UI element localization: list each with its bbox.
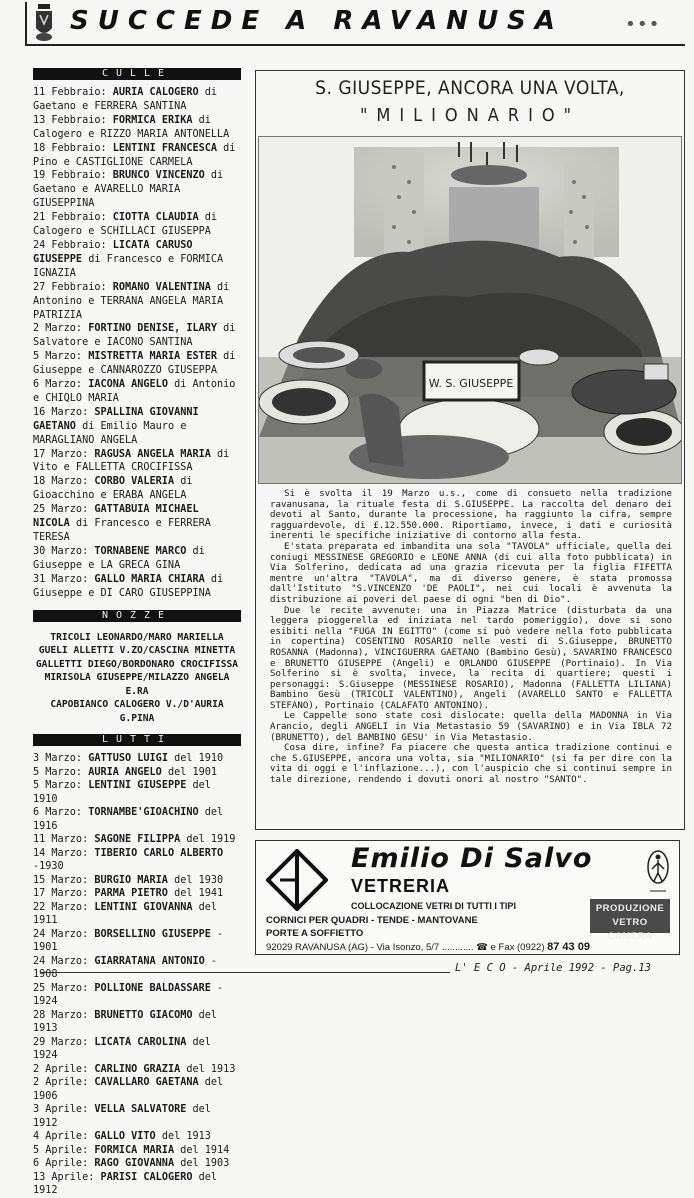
entry-name: CARLINO GRAZIA: [94, 1063, 181, 1075]
list-item: [33, 86, 241, 114]
masthead-dots: •••: [625, 14, 661, 35]
list-item: [33, 1157, 241, 1171]
list-item: [33, 448, 241, 476]
entry-detail: del 1912: [33, 1171, 218, 1197]
ad-line-3: PORTE A SOFFIETTO: [266, 928, 364, 939]
entry-detail: del 1919: [180, 834, 236, 846]
nozze-item: GALLETTI DIEGO/BORDONARO CROCIFISSA: [35, 658, 239, 670]
list-item: [33, 573, 241, 601]
entry-name: CORBO VALERIA: [94, 476, 175, 488]
list-item: [33, 833, 241, 847]
nozze-item: CAPOBIANCO CALOGERO V./D'AURIA G.PINA: [50, 699, 224, 724]
list-item: [33, 847, 241, 874]
ad-badge: [590, 899, 670, 942]
list-item: [33, 874, 241, 888]
entry-name: FORMICA MARIA: [94, 1144, 175, 1156]
entry-name: IACONA ANGELO: [88, 379, 168, 391]
entry-name: SAGONE FILIPPA: [94, 834, 181, 846]
list-item: [33, 752, 241, 766]
entry-date: 5 Aprile:: [33, 1144, 89, 1156]
entry-detail: di Calogero e RIZZO MARIA ANTONELLA: [33, 114, 230, 140]
page-footer: L' E C O - Aprile 1992 - Pag.13: [455, 962, 651, 974]
entry-detail: del 1913: [180, 1063, 236, 1075]
entry-date: 28 Marzo:: [33, 1009, 89, 1021]
headline-line-2: "MILIONARIO": [359, 105, 581, 126]
entry-date: 16 Marzo:: [33, 406, 89, 418]
entry-date: 29 Marzo:: [33, 1036, 89, 1048]
entry-date: 31 Marzo:: [33, 573, 89, 585]
list-item: [33, 142, 241, 170]
entry-date: 24 Marzo:: [33, 955, 89, 967]
ad-line-2: CORNICI PER QUADRI - TENDE - MANTOVANE: [266, 915, 478, 926]
entry-date: 2 Aprile:: [33, 1077, 89, 1089]
list-item: [33, 1009, 241, 1036]
entry-detail: di Calogero e SCHILLACI GIUSEPPA: [33, 212, 218, 238]
list-item: [33, 1171, 241, 1198]
entry-date: 24 Febbraio:: [33, 239, 107, 251]
ad-address: [266, 941, 590, 953]
entry-detail: di Gaetano e FERRERA SANTINA: [33, 87, 218, 112]
article-paragraph: Cosa dire, infine? Fa piacere che questa antica tradizione continui e che S.GIUSEPPE, ancora una volta, sia "MILIONARIO" (si fa per dire con la vita di oggi e l'inflazione...), con l'auspicio che si continui sempre in tale direzione, rendendo i dovuti onori al nostro "SANTO".: [270, 743, 672, 786]
entry-detail: di Salvatore e IACONO SANTINA: [33, 323, 236, 349]
culle-heading: CULLE: [33, 68, 241, 80]
entry-name: TORNAMBE'GIOACHINO: [88, 807, 199, 819]
entry-name: POLLIONE BALDASSARE: [94, 982, 211, 994]
entry-detail: del 1913: [155, 1131, 211, 1143]
entry-date: 13 Febbraio:: [33, 114, 107, 126]
article-paragraph: Due le recite avvenute: una in Piazza Matrice (disturbata da una leggera pioggerella ed iniziata nel tardo pomeriggio), dove si sono esibiti nella "FUGA IN EGITTO" (come si può vedere nella foto pubblicata in copertina) COSENTINO ROSARIO nelle vesti di S.Giuseppe, BRUNETTO ROSANNA (Madonna), VINCIGUERRA GAETANO (Bambino Gesù), SAVARINO FRANCESCO e BRUNETTO GIUSEPPE (Angeli) e ORLANDO GIUSEPPE (Portinaio). In Via Solferino si è svolta, invece, la recita di quartiere; questi i personaggi: S.Giuseppe (MESSINESE ROSARIO), Madonna (FALLETTA LILIANA) Bambino Gesù (TRICOLI VALENTINO), Angeli (AVARELLO SANTO e FALLETTA STEFANO), Portinaio (CALAFATO ANTONINO).: [270, 605, 672, 711]
entry-date: 5 Marzo:: [33, 351, 83, 363]
article-headline: [256, 75, 684, 129]
entry-date: 6 Marzo:: [33, 807, 83, 819]
masthead-title: SUCCEDE A RAVANUSA: [70, 6, 564, 36]
entry-date: 21 Febbraio:: [33, 212, 107, 224]
entry-date: 3 Aprile:: [33, 1104, 89, 1116]
entry-name: TIBERIO CARLO ALBERTO: [94, 847, 224, 859]
entry-detail: - 1901: [33, 928, 224, 954]
entry-detail: del 1916: [33, 807, 224, 832]
entry-date: 15 Marzo:: [33, 874, 89, 886]
list-item: [33, 239, 241, 281]
ad-address-text: 92029 RAVANUSA (AG) - Via Isonzo, 5/7 ............ ☎ e Fax (0922): [266, 942, 545, 953]
entry-name: BORSELLINO GIUSEPPE: [94, 928, 211, 940]
ad-badge-line-2: VETRO CAMERA: [607, 917, 653, 942]
entry-date: 17 Marzo:: [33, 888, 89, 900]
entry-name: MISTRETTA MARIA ESTER: [88, 351, 218, 363]
entry-detail: del 1910: [167, 753, 224, 765]
entry-name: TORNABENE MARCO: [94, 545, 187, 557]
entry-date: 24 Marzo:: [33, 928, 89, 940]
entry-date: 18 Febbraio:: [33, 142, 107, 154]
entry-date: 2 Marzo:: [33, 323, 83, 335]
entry-detail: di Pino e CASTIGLIONE CARMELA: [33, 142, 236, 168]
entry-date: 17 Marzo:: [33, 448, 89, 460]
culle-list: [33, 86, 241, 601]
entry-detail: di Antonio e CHIQLO MARIA: [33, 379, 236, 404]
nozze-heading: NOZZE: [33, 610, 241, 622]
article-paragraph: Le Cappelle sono state così dislocate: quella della MADONNA in Via Arancio, degli ANGELI in Via Metastasio 59 (SAVARINO) e in Via IBLA 72 (BRUNETTO), del BAMBINO GESU' in Via Metastasio.: [270, 711, 672, 743]
nozze-item: GUELI ALLETTI V.ZO/CASCINA MINETTA: [38, 645, 236, 657]
entry-date: 11 Febbraio:: [33, 87, 107, 98]
entry-detail: di Francesco e FORMICA IGNAZIA: [33, 253, 224, 279]
entry-name: CAVALLARO GAETANA: [94, 1077, 199, 1089]
list-item: [33, 350, 241, 378]
article-paragraph: E'stata preparata ed imbandita una sola "TAVOLA" ufficiale, quella dei coniugi MESSINESE GREGORIO e LEONE ANNA (di cui alla foto pubblicata) in Via Solferino, dedicata ad una grazia ricevuta per la figlia FIFETTA mentre un'altra "TAVOLA", ma di diverso genere, è stata promossa dall'Istituto "S.VINCENZO 'DE PAOLI", nei cui locali è avvenuta la distribuzione ai poveri del paese di ogni "ben di Dio".: [270, 541, 672, 605]
entry-name: PARISI CALOGERO: [100, 1171, 193, 1183]
list-item: [33, 406, 241, 448]
entry-detail: -1930: [33, 861, 64, 873]
entry-date: 27 Febbraio:: [33, 281, 107, 293]
entry-name: BURGIO MARIA: [94, 874, 168, 886]
entry-detail: del 1910: [33, 780, 211, 805]
entry-date: 4 Aprile:: [33, 1131, 89, 1143]
list-item: [33, 955, 241, 982]
entry-detail: del 1906: [33, 1077, 224, 1102]
entry-detail: - 1908: [33, 955, 218, 981]
entry-detail: di Francesco e FERRERA TERESA: [33, 518, 211, 543]
headline-line-1: S. GIUSEPPE, ANCORA UNA VOLTA,: [315, 77, 625, 99]
list-item: [33, 982, 241, 1009]
ad-business-type: VETRERIA: [351, 876, 451, 896]
entry-date: 11 Marzo:: [33, 834, 89, 846]
entry-date: 6 Marzo:: [33, 379, 83, 391]
entry-name: LENTINI GIUSEPPE: [88, 780, 187, 792]
advertisement: [255, 840, 680, 955]
entry-name: AURIA CALOGERO: [112, 87, 199, 98]
entry-name: PARMA PIETRO: [94, 888, 168, 900]
lutti-list: [33, 752, 241, 1198]
entry-detail: del 1911: [33, 901, 218, 927]
glazier-figure-icon: [646, 849, 670, 897]
list-item: [33, 901, 241, 928]
entry-name: ROMANO VALENTINA: [112, 281, 211, 293]
list-item: [33, 475, 241, 503]
article-body: [270, 489, 672, 786]
entry-detail: del 1941: [167, 888, 224, 900]
entry-name: GALLO VITO: [94, 1131, 156, 1143]
entry-detail: di Gioacchino e ERABA ANGELA: [33, 476, 193, 502]
list-item: [33, 169, 241, 211]
entry-name: FORMICA ERIKA: [112, 114, 193, 126]
list-item: [33, 1076, 241, 1103]
entry-date: 19 Febbraio:: [33, 170, 107, 182]
entry-name: BRUNCO VINCENZO: [112, 170, 205, 182]
entry-detail: di Emilio Mauro e MARAGLIANO ANGELA: [33, 420, 187, 446]
entry-name: VELLA SALVATORE: [94, 1104, 187, 1116]
list-item: [33, 887, 241, 901]
entry-name: BRUNETTO GIACOMO: [94, 1009, 193, 1021]
entry-name: GIARRATANA ANTONIO: [94, 955, 205, 967]
entry-name: LICATA CARUSO GIUSEPPE: [33, 239, 193, 265]
list-item: [33, 545, 241, 573]
left-column: [33, 68, 241, 1198]
entry-date: 22 Marzo:: [33, 901, 89, 913]
nozze-item: MIRISOLA GIUSEPPE/MILAZZO ANGELA E.RA: [44, 672, 230, 697]
entry-detail: - 1924: [33, 982, 224, 1008]
entry-detail: di Vito e FALLETTA CROCIFISSA: [33, 448, 230, 474]
ad-line-1: COLLOCAZIONE VETRI DI TUTTI I TIPI: [351, 901, 516, 912]
entry-name: AURIA ANGELO: [88, 766, 162, 778]
article-box: [255, 70, 685, 830]
entry-detail: di Gaetano e AVARELLO MARIA GIUSEPPINA: [33, 170, 224, 210]
list-item: [33, 928, 241, 955]
lutti-heading: LUTTI: [33, 734, 241, 746]
list-item: [33, 1036, 241, 1063]
town-crest-icon: [33, 4, 55, 42]
nozze-list: [33, 631, 241, 726]
entry-detail: del 1901: [161, 766, 218, 778]
list-item: [33, 1144, 241, 1158]
entry-date: 30 Marzo:: [33, 545, 89, 557]
entry-date: 5 Marzo:: [33, 780, 83, 792]
photo-sign-text: W. S. GIUSEPPE: [428, 377, 514, 390]
entry-name: LENTINI FRANCESCA: [112, 142, 218, 154]
entry-name: CIOTTA CLAUDIA: [112, 212, 199, 224]
entry-date: 25 Marzo:: [33, 982, 89, 994]
ad-badge-line-1: PRODUZIONE: [595, 903, 665, 914]
entry-date: 25 Marzo:: [33, 504, 89, 516]
list-item: [33, 378, 241, 406]
entry-name: RAGUSA ANGELA MARIA: [94, 448, 211, 460]
entry-detail: di Giuseppe e CANNAROZZO GIUSEPPA: [33, 351, 236, 377]
entry-detail: del 1930: [167, 874, 224, 886]
entry-detail: del 1924: [33, 1036, 211, 1062]
entry-date: 3 Marzo:: [33, 753, 83, 765]
entry-name: GATTUSO LUIGI: [88, 753, 168, 765]
ad-company-name: Emilio Di Salvo: [351, 843, 593, 874]
entry-name: LICATA CAROLINA: [94, 1036, 187, 1048]
entry-name: SPALLINA GIOVANNI GAETANO: [33, 406, 199, 432]
list-item: [33, 1130, 241, 1144]
list-item: [33, 211, 241, 239]
entry-date: 14 Marzo:: [33, 847, 89, 859]
entry-name: LENTINI GIOVANNA: [94, 901, 193, 913]
article-photo: [258, 136, 682, 484]
ed-diamond-logo-icon: [266, 849, 328, 911]
list-item: [33, 779, 241, 806]
entry-detail: del 1912: [33, 1104, 211, 1129]
entry-detail: di Antonino e TERRANA ANGELA MARIA PATRIZIA: [33, 281, 230, 321]
article-paragraph: Si è svolta il 19 Marzo u.s., come di consueto nella tradizione ravanusana, la rituale festa di S.GIUSEPPE. La raccolta del denaro dei devoti al Santo, durante la processione, ha raggiunto la cifra, sempre ragguardevole, di £.12.550.000. Riportiamo, invece, i dati e curiosità inerenti le specifiche iniziative di contorno alla festa.: [270, 489, 672, 542]
st-joseph-table-photo: [259, 137, 682, 484]
ad-phone: 87 43 09: [547, 941, 590, 953]
entry-name: FORTINO DENISE, ILARY: [88, 323, 218, 335]
entry-name: GATTABUIA MICHAEL NICOLA: [33, 504, 199, 530]
list-item: [33, 806, 241, 833]
list-item: [33, 322, 241, 350]
list-item: [33, 766, 241, 780]
list-item: [33, 1063, 241, 1077]
entry-date: 18 Marzo:: [33, 476, 89, 488]
entry-detail: di Giuseppe e DI CARO GIUSEPPINA: [33, 573, 224, 599]
entry-name: RAGO GIOVANNA: [94, 1158, 175, 1170]
list-item: [33, 281, 241, 323]
list-item: [33, 114, 241, 142]
entry-detail: del 1903: [174, 1158, 230, 1170]
footer-rule: [40, 972, 450, 973]
entry-detail: del 1913: [33, 1009, 218, 1035]
entry-name: GALLO MARIA CHIARA: [94, 573, 205, 585]
entry-date: 13 Aprile:: [33, 1171, 95, 1183]
list-item: [33, 1103, 241, 1130]
entry-date: 5 Marzo:: [33, 766, 83, 778]
list-item: [33, 503, 241, 545]
entry-detail: del 1914: [174, 1144, 230, 1156]
nozze-item: TRICOLI LEONARDO/MARO MARIELLA: [50, 631, 224, 643]
entry-date: 2 Aprile:: [33, 1063, 89, 1075]
entry-detail: di Giuseppe e LA GRECA GINA: [33, 545, 205, 571]
entry-date: 6 Aprile:: [33, 1158, 89, 1170]
